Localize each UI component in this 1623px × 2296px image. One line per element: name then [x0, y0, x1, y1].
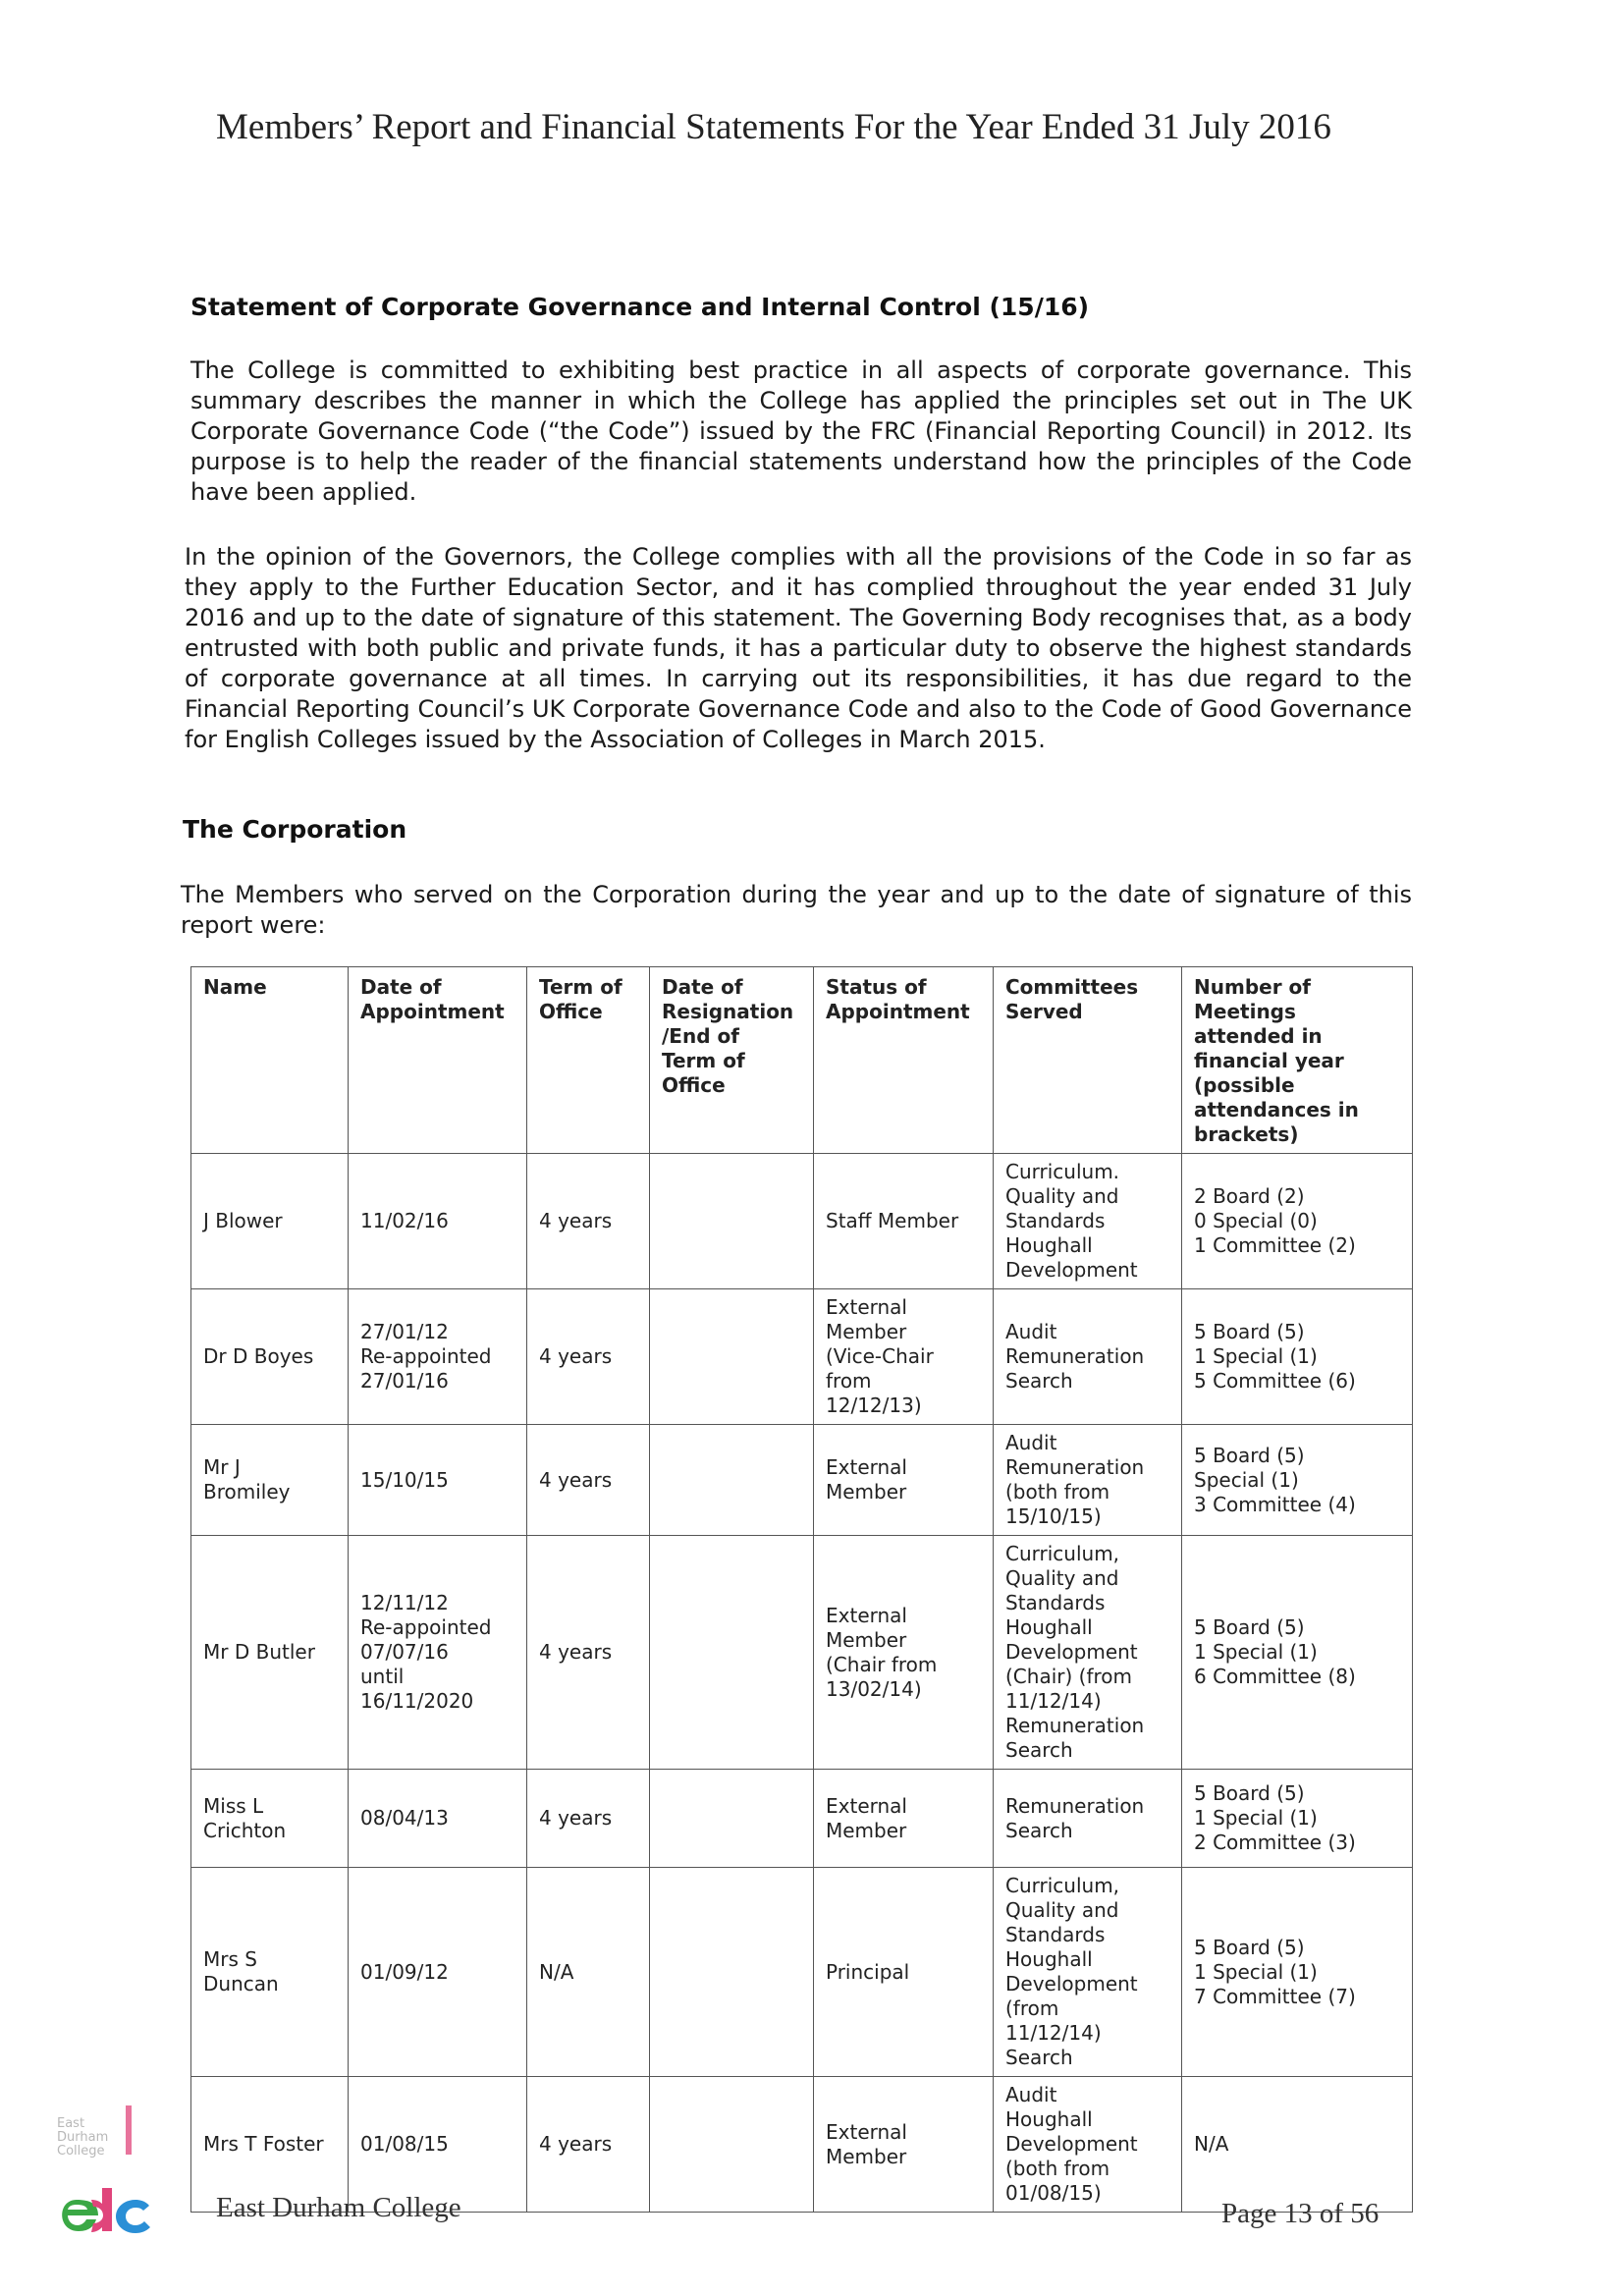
- corporation-intro: The Members who served on the Corporation during the year and up to the date of signature of this report were:: [181, 881, 1412, 939]
- cell-committees-served: Curriculum, Quality and Standards Houghall Development (from 11/12/14) Search: [994, 1868, 1182, 2077]
- cell-meetings-attended: N/A: [1182, 2077, 1413, 2213]
- cell-name: Mrs S Duncan: [191, 1868, 349, 2077]
- cell-committees-served: Audit Houghall Development (both from 01/08/15): [994, 2077, 1182, 2213]
- cell-name: Dr D Boyes: [191, 1289, 349, 1425]
- cell-status-of-appointment: Staff Member: [814, 1154, 994, 1289]
- table-row: [191, 1154, 1413, 1289]
- logo-text: East Durham College: [57, 2116, 109, 2159]
- header-date-of-appointment: Date of Appointment: [349, 967, 527, 1154]
- table-row: [191, 1868, 1413, 2077]
- cell-committees-served: Audit Remuneration Search: [994, 1289, 1182, 1425]
- cell-date-of-appointment: 11/02/16: [349, 1154, 527, 1289]
- cell-date-of-appointment: 01/09/12: [349, 1868, 527, 2077]
- cell-meetings-attended: 5 Board (5) Special (1) 3 Committee (4): [1182, 1425, 1413, 1536]
- cell-meetings-attended: 5 Board (5) 1 Special (1) 6 Committee (8): [1182, 1536, 1413, 1770]
- logo-pink-bar: [126, 2105, 132, 2155]
- table-row: [191, 1770, 1413, 1868]
- footer-page-number: Page 13 of 56: [1221, 2198, 1380, 2229]
- header-date-of-resignation: Date of Resignation /End of Term of Office: [650, 967, 814, 1154]
- table-row: [191, 1289, 1413, 1425]
- footer-organisation: East Durham College: [216, 2192, 461, 2223]
- cell-date-of-resignation: [650, 1536, 814, 1770]
- cell-date-of-appointment: 15/10/15: [349, 1425, 527, 1536]
- table-row: [191, 1425, 1413, 1536]
- cell-term-of-office: 4 years: [527, 2077, 650, 2213]
- cell-term-of-office: 4 years: [527, 1770, 650, 1868]
- cell-committees-served: Curriculum, Quality and Standards Houghall Development (Chair) (from 11/12/14) Remuneration Search: [994, 1536, 1182, 1770]
- cell-date-of-appointment: 01/08/15: [349, 2077, 527, 2213]
- cell-term-of-office: 4 years: [527, 1154, 650, 1289]
- cell-term-of-office: 4 years: [527, 1289, 650, 1425]
- cell-status-of-appointment: External Member (Chair from 13/02/14): [814, 1536, 994, 1770]
- statement-heading: Statement of Corporate Governance and Internal Control (15/16): [190, 293, 1090, 321]
- cell-status-of-appointment: Principal: [814, 1868, 994, 2077]
- cell-status-of-appointment: External Member (Vice-Chair from 12/12/13): [814, 1289, 994, 1425]
- statement-paragraph-2: In the opinion of the Governors, the College complies with all the provisions of the Code in so far as they apply to the Further Education Sector, and it has complied throughout the year ended 31 July 2016 and up to the date of signature of this statement. The Governing Body recognises that, as a body entrusted with both public and private funds, it has a particular duty to observe the highest standards of corporate governance at all times. In carrying out its responsibilities, it has due regard to the Financial Reporting Council’s UK Corporate Governance Code and also to the Code of Good Governance for English Colleges issued by the Association of Colleges in March 2015.: [185, 543, 1412, 753]
- cell-committees-served: Audit Remuneration (both from 15/10/15): [994, 1425, 1182, 1536]
- cell-committees-served: Remuneration Search: [994, 1770, 1182, 1868]
- cell-date-of-resignation: [650, 1868, 814, 2077]
- cell-term-of-office: 4 years: [527, 1425, 650, 1536]
- cell-date-of-appointment: 12/11/12 Re-appointed 07/07/16 until 16/11/2020: [349, 1536, 527, 1770]
- cell-date-of-resignation: [650, 1289, 814, 1425]
- cell-name: J Blower: [191, 1154, 349, 1289]
- cell-status-of-appointment: External Member: [814, 1425, 994, 1536]
- cell-date-of-resignation: [650, 2077, 814, 2213]
- header-name: Name: [191, 967, 349, 1154]
- cell-name: Mr D Butler: [191, 1536, 349, 1770]
- cell-meetings-attended: 5 Board (5) 1 Special (1) 7 Committee (7): [1182, 1868, 1413, 2077]
- table-body: [191, 1154, 1413, 2213]
- header-meetings-attended: Number of Meetings attended in financial year (possible attendances in brackets): [1182, 967, 1413, 1154]
- cell-name: Miss L Crichton: [191, 1770, 349, 1868]
- cell-date-of-appointment: 08/04/13: [349, 1770, 527, 1868]
- table-row: [191, 1536, 1413, 1770]
- header-committees-served: Committees Served: [994, 967, 1182, 1154]
- logo-letter-c: [116, 2200, 150, 2233]
- statement-paragraph-1: The College is committed to exhibiting best practice in all aspects of corporate governance. This summary describes the manner in which the College has applied the principles set out in The UK Corporate Governance Code (“the Code”) issued by the FRC (Financial Reporting Council) in 2012. Its purpose is to help the reader of the financial statements understand how the principles of the Code have been applied.: [190, 356, 1412, 506]
- report-title: Members’ Report and Financial Statements For the Year Ended 31 July 2016: [216, 107, 1331, 147]
- cell-status-of-appointment: External Member: [814, 2077, 994, 2213]
- cell-meetings-attended: 5 Board (5) 1 Special (1) 5 Committee (6): [1182, 1289, 1413, 1425]
- cell-term-of-office: 4 years: [527, 1536, 650, 1770]
- members-table: [190, 966, 1413, 2213]
- cell-meetings-attended: 5 Board (5) 1 Special (1) 2 Committee (3): [1182, 1770, 1413, 1868]
- cell-term-of-office: N/A: [527, 1868, 650, 2077]
- cell-date-of-resignation: [650, 1770, 814, 1868]
- cell-name: Mrs T Foster: [191, 2077, 349, 2213]
- cell-date-of-appointment: 27/01/12 Re-appointed 27/01/16: [349, 1289, 527, 1425]
- corporation-heading: The Corporation: [183, 815, 407, 844]
- cell-date-of-resignation: [650, 1154, 814, 1289]
- header-term-of-office: Term of Office: [527, 967, 650, 1154]
- cell-committees-served: Curriculum. Quality and Standards Houghall Development: [994, 1154, 1182, 1289]
- header-status-of-appointment: Status of Appointment: [814, 967, 994, 1154]
- members-table-wrapper: [190, 966, 1412, 2213]
- cell-name: Mr J Bromiley: [191, 1425, 349, 1536]
- cell-date-of-resignation: [650, 1425, 814, 1536]
- cell-meetings-attended: 2 Board (2) 0 Special (0) 1 Committee (2): [1182, 1154, 1413, 1289]
- table-header-row: [191, 967, 1413, 1154]
- cell-status-of-appointment: External Member: [814, 1770, 994, 1868]
